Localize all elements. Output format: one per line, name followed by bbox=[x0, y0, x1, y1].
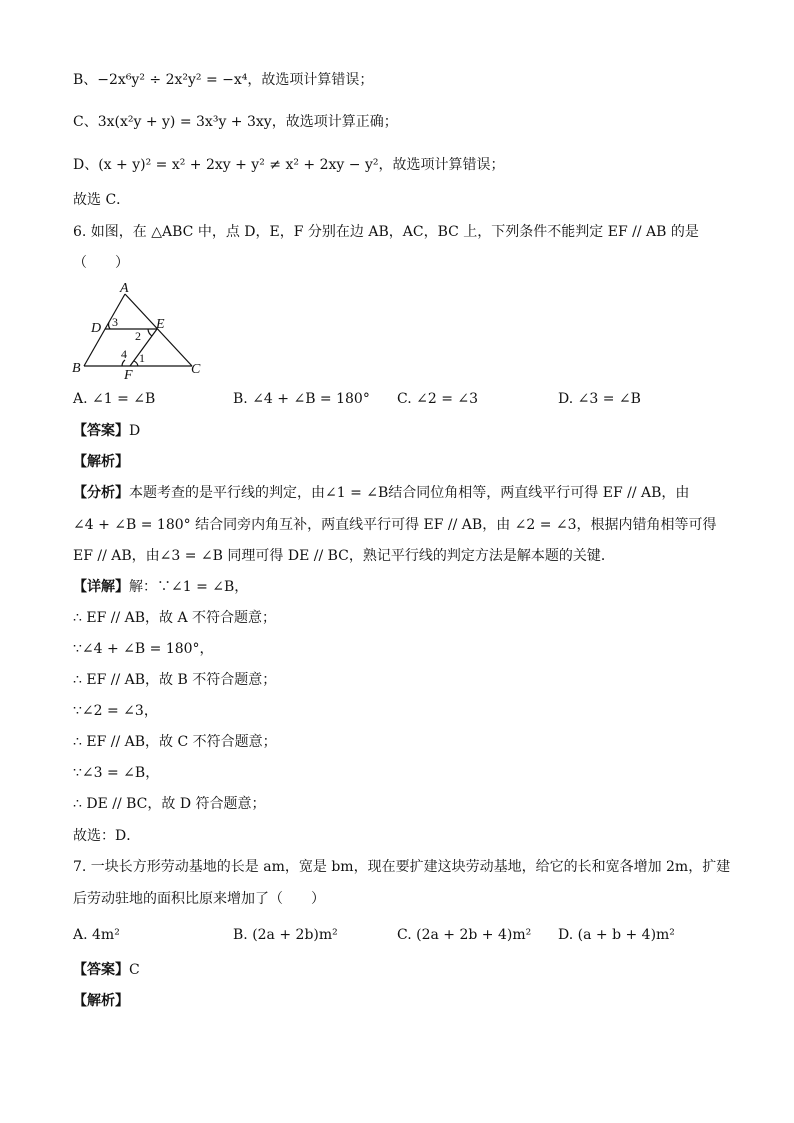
analysis-tag: 【解析】 bbox=[73, 993, 129, 1009]
triangle-figure bbox=[68, 280, 218, 382]
fenxi-tag: 【分析】 bbox=[73, 485, 129, 501]
label-b: B bbox=[72, 361, 81, 376]
label-angle-3: 3 bbox=[112, 315, 118, 329]
label-c: C bbox=[191, 362, 201, 377]
fenxi-text-1: 本题考查的是平行线的判定，由∠1 = ∠B结合同位角相等，两直线平行可得 EF // AB，由 bbox=[129, 485, 690, 501]
answer-value: D bbox=[129, 423, 141, 439]
answer-value: C bbox=[129, 962, 140, 978]
q6-option-c: C. ∠2 = ∠3 bbox=[397, 391, 479, 407]
answer-tag: 【答案】 bbox=[73, 423, 129, 439]
question-6-stem-line1: 6. 如图，在 △ABC 中，点 D，E，F 分别在边 AB，AC，BC 上，下列条件不能判定 EF // AB 的是 bbox=[73, 224, 699, 240]
analysis-tag: 【解析】 bbox=[73, 454, 129, 470]
solution-line-c: C、3x(x²y + y) = 3x³y + 3xy，故选项计算正确； bbox=[73, 114, 398, 130]
label-a: A bbox=[120, 281, 129, 296]
q7-analysis-heading bbox=[73, 991, 129, 1011]
label-angle-4: 4 bbox=[121, 347, 127, 361]
label-e: E bbox=[156, 317, 165, 332]
angle-3-arc bbox=[109, 322, 110, 329]
q6-detail-line4: ∴ EF // AB，故 B 不符合题意； bbox=[73, 672, 277, 688]
angle-2-arc bbox=[148, 329, 152, 336]
detail-text-1: 解：∵∠1 = ∠B， bbox=[129, 579, 249, 595]
q6-fenxi-line3: EF // AB，由∠3 = ∠B 同理可得 DE // BC，熟记平行线的判定方法是解本题的关键． bbox=[73, 548, 615, 564]
q6-detail-line7: ∵∠3 = ∠B， bbox=[73, 765, 160, 781]
question-6-stem-line2: （ ） bbox=[73, 255, 129, 271]
q6-answer bbox=[73, 421, 140, 441]
answer-choice-q6: 故选：D． bbox=[73, 828, 141, 844]
q6-option-b: B. ∠4 + ∠B = 180° bbox=[233, 391, 370, 407]
question-7-stem-line1: 7. 一块长方形劳动基地的长是 am，宽是 bm，现在要扩建这块劳动基地，给它的长和宽各增加 2m，扩建 bbox=[73, 859, 731, 875]
q6-analysis-heading bbox=[73, 452, 129, 472]
q6-detail-line6: ∴ EF // AB，故 C 不符合题意； bbox=[73, 734, 277, 750]
label-angle-1: 1 bbox=[139, 351, 145, 365]
q6-option-d: D. ∠3 = ∠B bbox=[558, 391, 641, 407]
label-f: F bbox=[124, 368, 133, 382]
q6-detail-line1 bbox=[73, 577, 248, 597]
q7-option-d: D. (a + b + 4)m² bbox=[558, 927, 675, 943]
q6-fenxi-line2: ∠4 + ∠B = 180° 结合同旁内角互补，两直线平行可得 EF // AB，由 ∠2 = ∠3，根据内错角相等可得 bbox=[73, 517, 717, 533]
q7-answer bbox=[73, 960, 140, 980]
solution-line-b: B、−2x⁶y² ÷ 2x²y² = −x⁴，故选项计算错误； bbox=[73, 72, 374, 88]
q6-detail-line8: ∴ DE // BC，故 D 符合题意； bbox=[73, 796, 266, 812]
label-angle-2: 2 bbox=[135, 329, 141, 343]
answer-tag: 【答案】 bbox=[73, 962, 129, 978]
solution-line-d: D、(x + y)² = x² + 2xy + y² ≠ x² + 2xy − y²，故选项计算错误； bbox=[73, 157, 505, 173]
q6-option-a: A. ∠1 = ∠B bbox=[73, 391, 156, 407]
q7-option-c: C. (2a + 2b + 4)m² bbox=[397, 927, 532, 943]
q7-option-a: A. 4m² bbox=[73, 927, 120, 943]
q6-fenxi-line1 bbox=[73, 483, 689, 503]
q7-option-b: B. (2a + 2b)m² bbox=[233, 927, 338, 943]
q6-detail-line3: ∵∠4 + ∠B = 180°， bbox=[73, 641, 214, 657]
detail-tag: 【详解】 bbox=[73, 579, 129, 595]
answer-choice-q5: 故选 C． bbox=[73, 192, 131, 208]
q6-detail-line2: ∴ EF // AB，故 A 不符合题意； bbox=[73, 610, 277, 626]
question-7-stem-line2: 后劳动驻地的面积比原来增加了（ ） bbox=[73, 891, 325, 907]
label-d: D bbox=[91, 321, 102, 336]
q6-detail-line5: ∵∠2 = ∠3， bbox=[73, 703, 158, 719]
angle-1-arc bbox=[134, 361, 138, 366]
